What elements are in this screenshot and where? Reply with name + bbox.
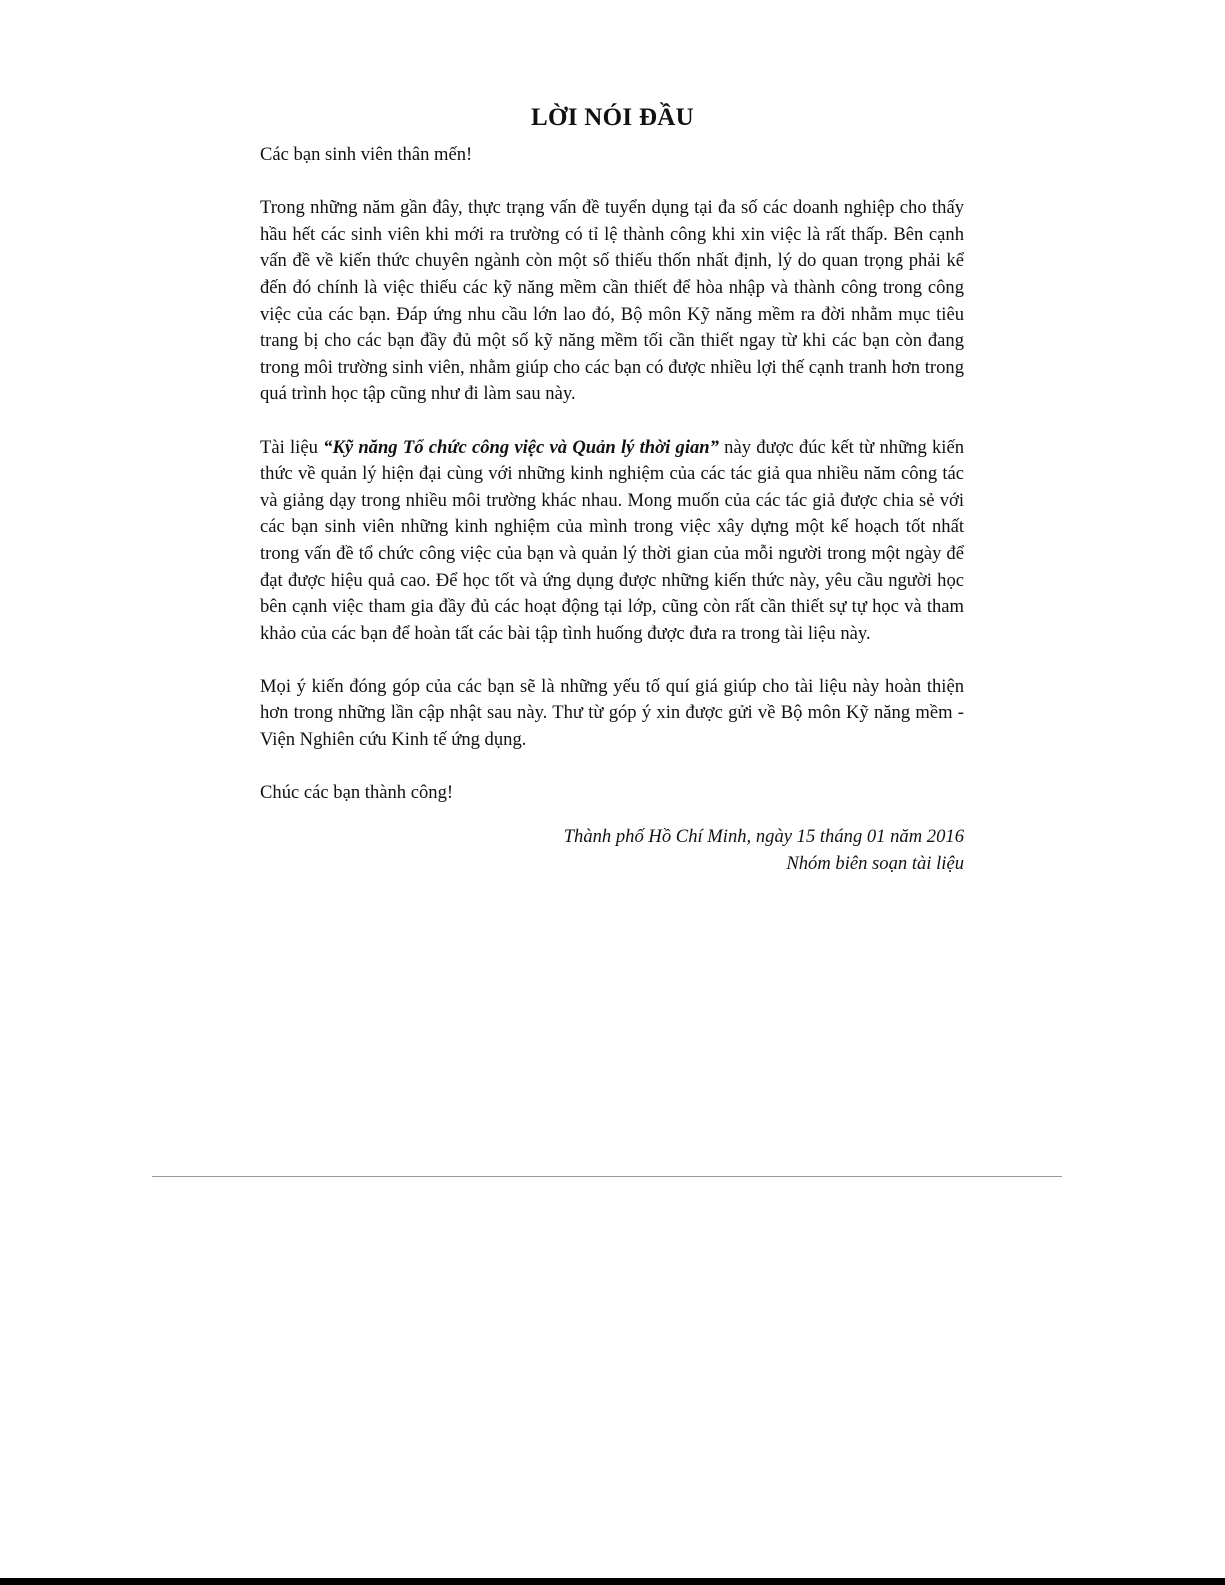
footer-divider [152, 1176, 1062, 1177]
page-bottom-edge [0, 1578, 1225, 1585]
greeting-line: Các bạn sinh viên thân mến! [260, 144, 473, 165]
paragraph-body-text: này được đúc kết từ những kiến thức về quản lý hiện đại cùng với những kinh nghiệm của các tác giả qua nhiều năm công tác và giảng dạy trong nhiều môi trường khác nhau. Mong muốn của các tác giả được chia sẻ với các bạn sinh viên những kinh nghiệm của mình trong việc xây dựng một kế hoạch tốt nhất trong vấn đề tổ chức công việc của bạn và quản lý thời gian của mỗi người trong một ngày để đạt được hiệu quả cao. Để học tốt và ứng dụng được những kiến thức này, yêu cầu người học bên cạnh việc tham gia đầy đủ các hoạt động tại lớp, cũng còn rất cần thiết sự tự học và tham khảo của các bạn để hoàn tất các bài tập tình huống được đưa ra trong tài liệu này. [260, 436, 964, 644]
signature-author: Nhóm biên soạn tài liệu [786, 852, 964, 874]
paragraph-intro: Trong những năm gần đây, thực trạng vấn đề tuyển dụng tại đa số các doanh nghiệp cho thấy hầu hết các sinh viên khi mới ra trường có tỉ lệ thành công khi xin việc là rất thấp. Bên cạnh vấn đề về kiến thức chuyên ngành còn một số thiếu thốn nhất định, lý do quan trọng phải kể đến đó chính là việc thiếu các kỹ năng mềm cần thiết để hòa nhập và thành công trong công việc của các bạn. Đáp ứng nhu cầu lớn lao đó, Bộ môn Kỹ năng mềm ra đời nhằm mục tiêu trang bị cho các bạn đầy đủ một số kỹ năng mềm tối cần thiết ngay từ khi các bạn còn đang trong môi trường sinh viên, nhằm giúp cho các bạn có được nhiều lợi thế cạnh tranh hơn trong quá trình học tập cũng như đi làm sau này. [260, 197, 964, 405]
page-title: LỜI NÓI ĐẦU [530, 104, 695, 131]
paragraph-document-description [260, 435, 964, 648]
paragraph-prefix-text: Tài liệu [260, 436, 324, 458]
document-title-inline: “Kỹ năng Tổ chức công việc và Quản lý thời gian” [323, 436, 719, 458]
document-body [260, 142, 964, 877]
paragraph-feedback: Mọi ý kiến đóng góp của các bạn sẽ là những yếu tố quí giá giúp cho tài liệu này hoàn thiện hơn trong những lần cập nhật sau này. Thư từ góp ý xin được gửi về Bộ môn Kỹ năng mềm - Viện Nghiên cứu Kinh tế ứng dụng. [260, 675, 964, 751]
signature-place-date: Thành phố Hồ Chí Minh, ngày 15 tháng 01 năm 2016 [563, 825, 964, 847]
closing-line: Chúc các bạn thành công! [260, 782, 454, 804]
